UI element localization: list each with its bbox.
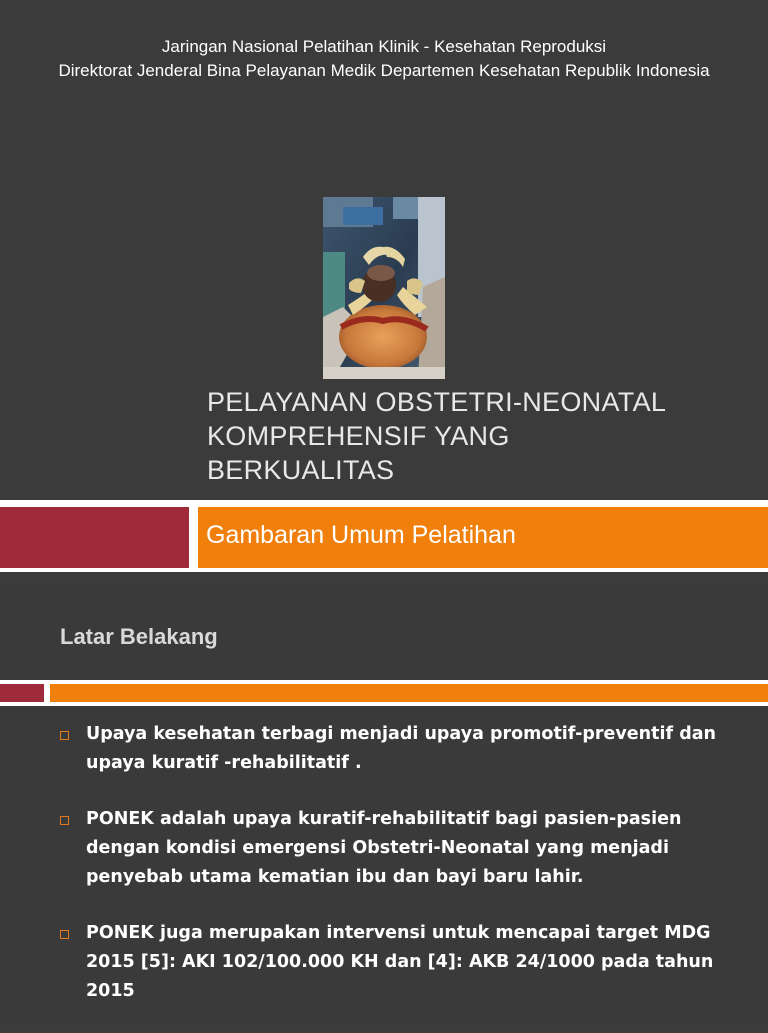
bullet-list — [60, 720, 740, 1033]
main-title-line-1: PELAYANAN OBSTETRI-NEONATAL — [207, 387, 667, 417]
bullet-text: PONEK adalah upaya kuratif-rehabilitatif bagi pasien-pasien dengan kondisi emergensi Obstetri-Neonatal yang menjadi penyebab utama kematian ibu dan bayi baru lahir. — [86, 809, 682, 887]
section-title: Latar Belakang — [60, 624, 218, 649]
bullet-item — [60, 720, 740, 778]
main-title-line-3: BERKUALITAS — [207, 455, 395, 485]
organization-directorate-line: Direktorat Jenderal Bina Pelayanan Medik Departemen Kesehatan Republik Indonesia — [58, 61, 710, 80]
section-band-orange-block — [50, 684, 768, 702]
bullet-text: PONEK juga merupakan intervensi untuk mencapai target MDG 2015 [5]: AKI 102/100.000 KH dan [4]: AKB 24/1000 pada tahun 2015 — [86, 923, 714, 1001]
organization-network-line: Jaringan Nasional Pelatihan Klinik - Kesehatan Reproduksi — [161, 37, 607, 56]
childbirth-photo — [323, 197, 445, 379]
subtitle: Gambaran Umum Pelatihan — [206, 521, 516, 549]
subtitle-band-red-block — [0, 507, 189, 568]
main-title-line-2: KOMPREHENSIF YANG — [207, 421, 510, 451]
square-bullet-icon — [60, 731, 69, 740]
bullet-item — [60, 805, 740, 892]
square-bullet-icon — [60, 816, 69, 825]
square-bullet-icon — [60, 930, 69, 939]
bullet-item — [60, 919, 740, 1006]
section-band-red-block — [0, 684, 44, 702]
main-title — [207, 385, 747, 487]
bullet-text: Upaya kesehatan terbagi menjadi upaya promotif-preventif dan upaya kuratif -rehabilitatif . — [86, 724, 716, 773]
